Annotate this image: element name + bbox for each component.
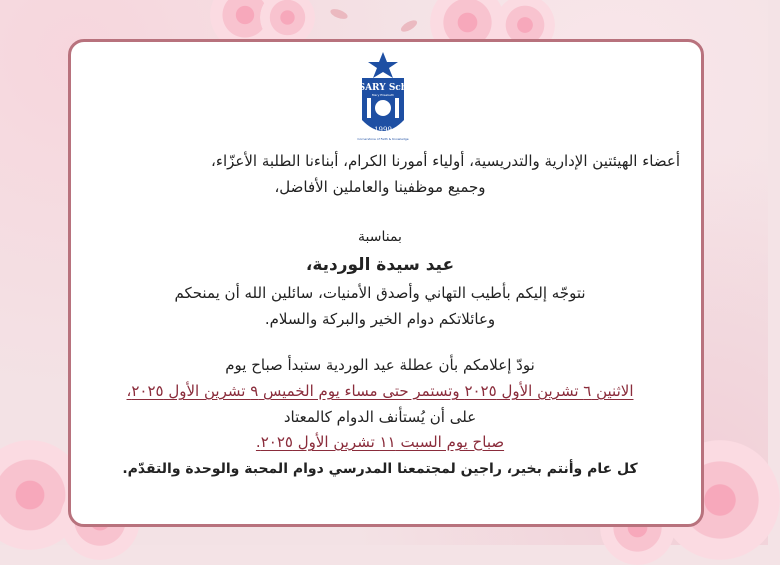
logo-sub: Mary Elisabeth bbox=[371, 93, 395, 97]
notice-line-3: على أن يُستأنف الدوام كالمعتاد bbox=[283, 408, 477, 426]
greeting-line-1: نتوجّه إليكم بأطيب التهاني وأصدق الأمنيات، سائلين الله أن يمنحكم bbox=[174, 284, 586, 302]
holiday-dates: الاثنين ٦ تشرين الأول ٢٠٢٥ وتستمر حتى مساء يوم الخميس ٩ تشرين الأول ٢٠٢٥، bbox=[126, 382, 634, 400]
notice-line-1: نودّ إعلامكم بأن عطلة عيد الوردية ستبدأ صباح يوم bbox=[225, 356, 535, 374]
occasion-intro: بمناسبة bbox=[358, 229, 402, 245]
recipients-line-2: وجميع موظفينا والعاملين الأفاضل، bbox=[274, 178, 486, 196]
logo-motto: Cornerstone of Faith & Knowledge bbox=[357, 137, 409, 141]
greeting-line-2: وعائلاتكم دوام الخير والبركة والسلام. bbox=[264, 310, 496, 328]
resume-date: صباح يوم السبت ١١ تشرين الأول ٢٠٢٥. bbox=[255, 433, 505, 451]
logo-text: ROSARY School bbox=[343, 83, 423, 93]
recipients-line-1: أعضاء الهيئتين الإدارية والتدريسية، أولياء أمورنا الكرام، أبناءنا الطلبة الأعزّاء، bbox=[211, 152, 680, 170]
school-logo bbox=[343, 50, 423, 142]
logo-year: 1999 bbox=[374, 126, 392, 134]
occasion-title: عيد سيدة الوردية، bbox=[305, 255, 455, 275]
closing-line: كل عام وأنتم بخير، راجين لمجتمعنا المدرسي دوام المحبة والوحدة والتقدّم. bbox=[122, 461, 638, 477]
